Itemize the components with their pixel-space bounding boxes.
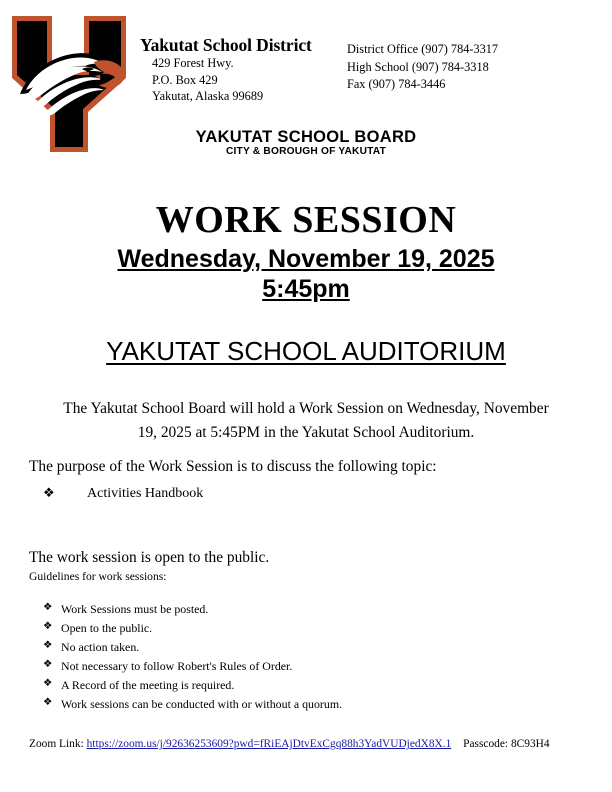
district-name: Yakutat School District — [140, 35, 312, 55]
passcode-label: Passcode: — [463, 738, 509, 750]
letterhead — [0, 0, 612, 170]
list-item — [43, 619, 583, 638]
meeting-venue — [0, 336, 612, 367]
district-address — [140, 54, 340, 104]
diamond-bullet-icon: ❖ — [43, 677, 53, 689]
phone-line: Fax (907) 784-3446 — [347, 77, 446, 92]
list-item — [29, 483, 569, 504]
guideline-label: Work sessions can be conducted with or without a quorum. — [61, 696, 343, 711]
zoom-link-label: Zoom Link: — [29, 738, 84, 750]
guideline-label: Work Sessions must be posted. — [61, 602, 209, 616]
meeting-date — [0, 245, 612, 274]
meeting-venue-text: YAKUTAT SCHOOL AUDITORIUM — [106, 336, 506, 366]
passcode-value: 8C93H4 — [510, 738, 550, 750]
guidelines-list — [43, 600, 583, 714]
diamond-bullet-icon: ❖ — [43, 639, 53, 651]
guideline-label: Not necessary to follow Robert's Rules of Order. — [61, 658, 293, 673]
list-item — [43, 657, 583, 676]
diamond-bullet-icon: ❖ — [43, 696, 53, 708]
diamond-bullet-icon: ❖ — [43, 485, 55, 500]
list-item — [43, 676, 583, 695]
meeting-date-text: Wednesday, November 19, 2025 — [117, 245, 495, 273]
school-board-subtitle: CITY & BOROUGH OF YAKUTAT — [225, 146, 387, 157]
purpose-statement: The purpose of the Work Session is to discuss the following topic: — [29, 458, 437, 475]
list-item — [43, 600, 583, 619]
diamond-bullet-icon: ❖ — [43, 658, 53, 670]
footer — [29, 738, 589, 750]
meeting-time — [0, 275, 612, 304]
page-title: WORK SESSION — [155, 199, 457, 241]
address-line: 429 Forest Hwy. — [152, 56, 234, 71]
guideline-label: No action taken. — [61, 639, 140, 654]
phone-line: High School (907) 784-3318 — [347, 59, 489, 74]
guidelines-label: Guidelines for work sessions: — [29, 570, 167, 583]
district-phone-numbers — [347, 41, 498, 94]
district-identity — [140, 36, 340, 104]
topic-label: Activities Handbook — [87, 486, 204, 501]
zoom-meeting-link[interactable]: https://zoom.us/j/92636253609?pwd=fRiEAjDtvExCgq88h3YadVUDjedX8X.1 — [86, 738, 452, 750]
topic-list — [29, 483, 569, 504]
phone-line: District Office (907) 784-3317 — [347, 42, 499, 56]
school-board-title: YAKUTAT SCHOOL BOARD — [195, 128, 417, 146]
open-to-public-statement: The work session is open to the public. — [29, 549, 270, 566]
guideline-label: Open to the public. — [61, 620, 153, 635]
diamond-bullet-icon: ❖ — [43, 602, 53, 613]
list-item — [43, 695, 583, 714]
list-item — [43, 638, 583, 657]
guideline-label: A Record of the meeting is required. — [61, 677, 235, 692]
meeting-time-text: 5:45pm — [262, 275, 350, 303]
address-line: Yakutat, Alaska 99689 — [152, 89, 264, 104]
address-line: P.O. Box 429 — [152, 72, 218, 87]
diamond-bullet-icon: ❖ — [43, 620, 53, 632]
announcement-paragraph: The Yakutat School Board will hold a Work Session on Wednesday, November 19, 2025 at 5:45PM in the Yakutat School Auditorium. — [63, 400, 549, 441]
